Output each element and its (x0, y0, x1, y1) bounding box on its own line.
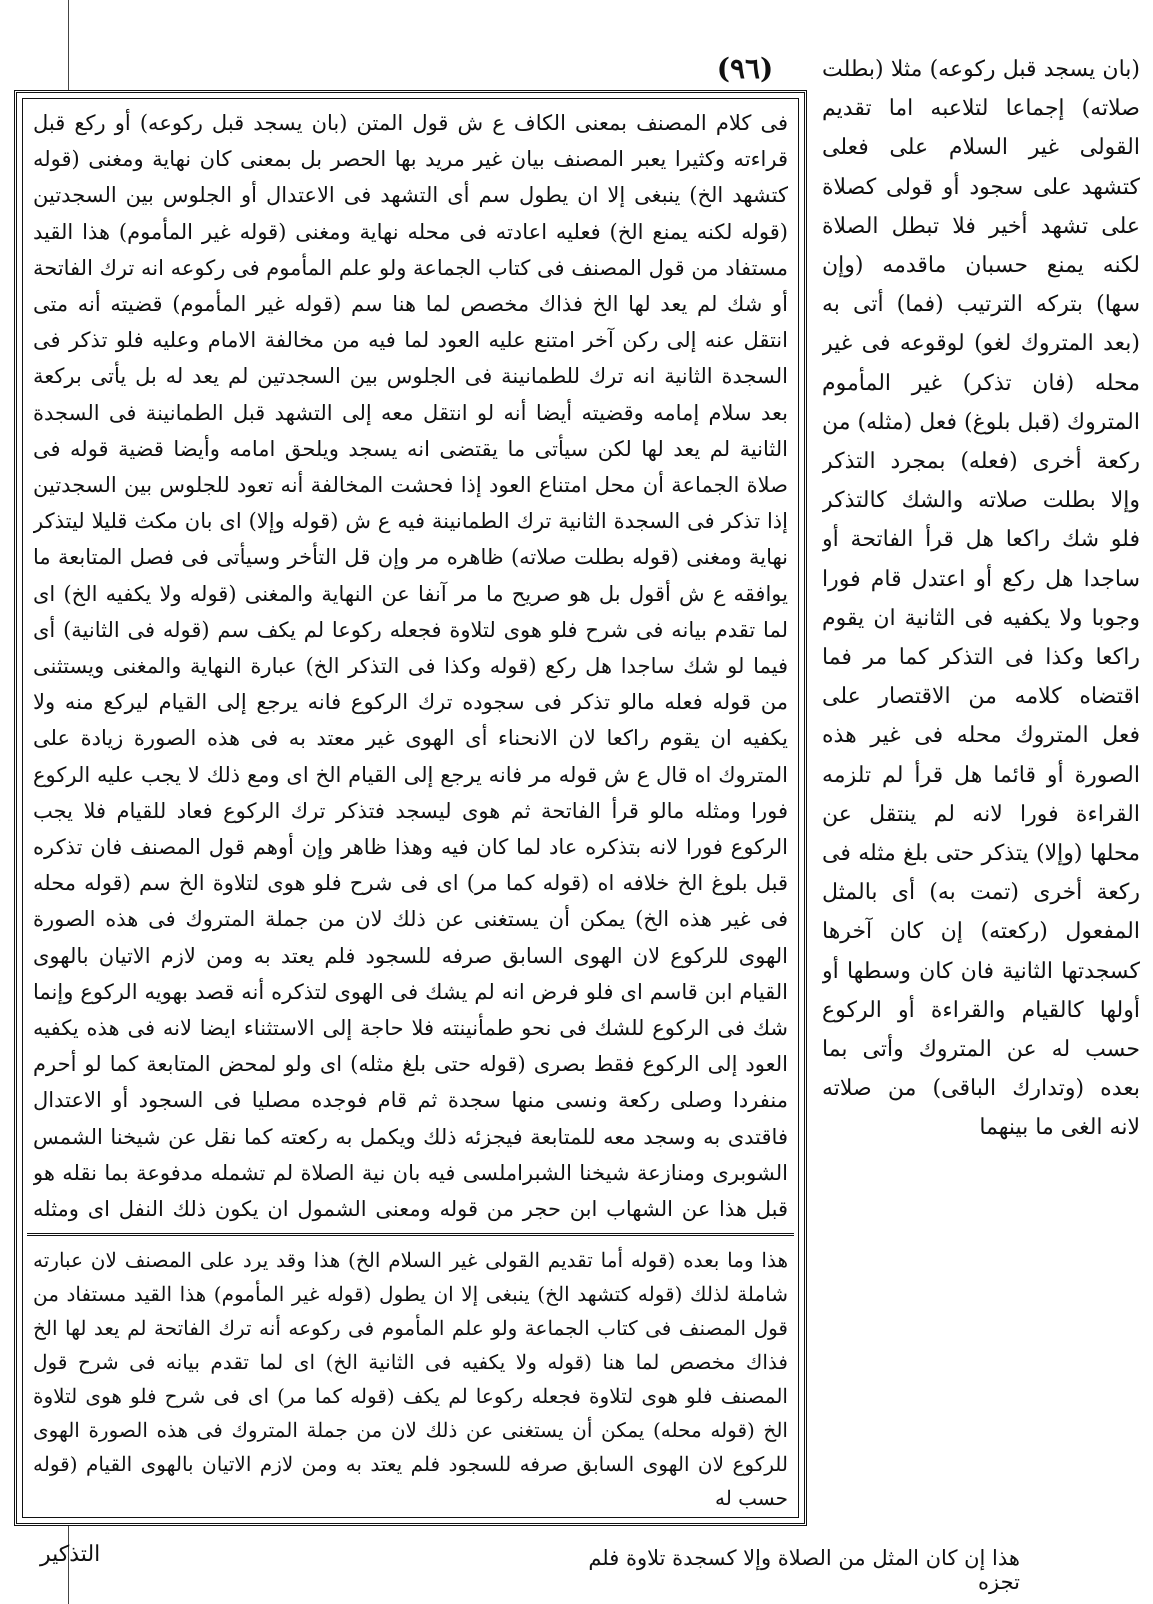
section-divider (27, 1233, 794, 1236)
margin-text: (بان يسجد قبل ركوعه) مثلا (بطلت صلاته) إجماعا لتلاعبه اما تقديم القولى غير السلام على فعلى كتشهد على سجود أو قولى كصلاة على تشهد أخير فلا تبطل الصلاة لكنه يمنع حسبان ماقدمه (وإن سها) بتركه الترتيب (فما) أتى به (بعد المتروك لغو) لوقوعه فى غير محله (فان تذكر) غير المأموم المتروك (قبل بلوغ) فعل (مثله) من ركعة أخرى (فعله) بمجرد التذكر وإلا بطلت صلاته والشك كالتذكر فلو شك راكعا هل قرأ الفاتحة أو ساجدا هل ركع أو اعتدل قام فورا وجوبا ولا يكفيه فى الثانية ان يقوم راكعا وكذا فى التذكر كما مر فما اقتضاه كلامه من الاقتصار على فعل المتروك محله فى غير هذه الصورة أو قائما هل قرأ لم تلزمه القراءة فورا لانه لم ينتقل عن محلها (وإلا) يتذكر حتى بلغ مثله فى ركعة أخرى (تمت به) أى بالمثل المفعول (ركعته) إن كان آخرها كسجدتها الثانية فان كان وسطها أو أولها كالقيام والقراءة أو الركوع حسب له عن المتروك وأتى بما بعده (وتدارك الباقى) من صلاته لانه الغى ما بينهما (822, 57, 1140, 1141)
footnote-text: هذا وما بعده (قوله أما تقديم القولى غير السلام الخ) هذا وقد يرد على المصنف لان عبارته شاملة لذلك (قوله كتشهد الخ) ينبغى إلا ان يطول (قوله غير المأموم) هذا القيد مستفاد من قول المصنف فى كتاب الجماعة ولو علم المأموم فى ركوعه أنه ترك الفاتحة لم يعد لها الخ فذاك مخصص لما هنا (قوله ولا يكفيه فى الثانية الخ) اى لما تقدم بيانه فى شرح قول المصنف فلو هوى لتلاوة فجعله ركوعا لم يكف (قوله كما مر) اى فى شرح فلو هوى لتلاوة الخ (قوله محله) يمكن أن يستغنى عن ذلك لان من جملة المتروك فى هذه الصورة الهوى للركوع لان الهوى السابق صرفه للسجود فلم يعتد به ومن لازم الاتيان بالهوى القيام (قوله حسب له (33, 1248, 788, 1510)
margin-text-column (822, 50, 1140, 1520)
commentary-text: فى كلام المصنف بمعنى الكاف ع ش قول المتن (بان يسجد قبل ركوعه) أو ركع قبل قراءته وكثيرا يعبر المصنف بيان غير مريد بها الحصر بل بمعنى كان نهاية ومغنى (قوله كتشهد الخ) ينبغى إلا ان يطول سم أى التشهد فى الاعتدال أو الجلوس بين السجدتين (قوله لكنه يمنع الخ) فعليه اعادته فى محله نهاية ومغنى (قوله غير المأموم) هذا القيد مستفاد من قول المصنف فى كتاب الجماعة ولو علم المأموم فى ركوعه انه ترك الفاتحة أو شك لم يعد لها الخ فذاك مخصص لما هنا سم (قوله غير المأموم) قضيته أنه متى انتقل عنه إلى ركن آخر امتنع عليه العود لما فيه من مخالفة الامام وعليه فلو تذكر فى السجدة الثانية انه ترك للطمانينة فى الجلوس بين السجدتين لم يعد له بل يأتى بركعة بعد سلام إمامه وقضيته أيضا أنه لو انتقل معه إلى التشهد قبل الطمانينة فى السجدة الثانية لم يعد لها لكن سيأتى ما يقتضى انه يسجد ويلحق امامه وأيضا قضية قوله فى صلاة الجماعة أن محل امتناع العود إذا فحشت المخالفة أنه تعود للجلوس بين السجدتين إذا تذكر فى السجدة الثانية ترك الطمانينة فيه ع ش (قوله وإلا) اى بان مكث قليلا ليتذكر نهاية ومغنى (قوله بطلت صلاته) ظاهره مر وإن قل التأخر وسيأتى فى فصل المتابعة ما يوافقه ع ش أقول بل هو صريح ما مر آنفا عن النهاية والمغنى (قوله ولا يكفيه الخ) اى لما تقدم بيانه فى شرح فلو هوى لتلاوة فجعله ركوعا لم يكف سم (قوله فى الثانية) أى فيما لو شك ساجدا هل ركع (قوله وكذا فى التذكر الخ) عبارة النهاية والمغنى ويستثنى من قوله فعله مالو تذكر فى سجوده ترك الركوع فانه يرجع إلى القيام ليركع منه ولا يكفيه ان يقوم راكعا لان الانحناء أى الهوى غير معتد به فى هذه الصورة زيادة على المتروك اه قال ع ش قوله مر فانه يرجع إلى القيام الخ اى ومع ذلك لا يجب عليه الركوع فورا ومثله مالو قرأ الفاتحة ثم هوى ليسجد فتذكر ترك الركوع فعاد للقيام فلا يجب الركوع فورا لانه بتذكره عاد لما كان فيه وهذا ظاهر وإن أوهم قول المصنف فان تذكره قبل بلوغ الخ خلافه اه (قوله كما مر) اى فى شرح فلو هوى لتلاوة الخ سم (قوله محله فى غير هذه الخ) يمكن أن يستغنى عن ذلك لان من جملة المتروك فى هذه الصورة الهوى للركوع لان الهوى السابق صرفه للسجود فلم يعتد به ومن لازم الاتيان بالهوى القيام ابن قاسم اى فلو فرض انه لم يشك فى الهوى لتذكره أنه قصد بهويه الركوع وإنما شك فى الركوع للشك فى نحو طمأنينته فلا حاجة إلى الاستثناء ايضا لانه فى هذه يكفيه العود إلى الركوع فقط بصرى (قوله حتى بلغ مثله) اى ولو لمحض المتابعة كما لو أحرم منفردا وصلى ركعة ونسى منها سجدة ثم قام فوجده مصليا فى السجود أو الاعتدال فاقتدى به وسجد معه للمتابعة فيجزئه ذلك ويكمل به ركعته كما نقل عن شيخنا الشمس الشوبرى ومنازعة شيخنا الشبراملسى فيه بان نية الصلاة لم تشمله مدفوعة بما نقله هو قبل هذا عن الشهاب ابن حجر من قوله ومعنى الشمول ان يكون ذلك النفل اى ومثله (33, 111, 788, 1222)
left-rule-top (68, 0, 69, 90)
commentary-frame (14, 90, 807, 1526)
catchword: التذكير (40, 1542, 101, 1567)
footnote-body (33, 1243, 788, 1513)
commentary-body (33, 105, 788, 1229)
bottom-margin-line: هذا إن كان المثل من الصلاة وإلا كسجدة تلاوة فلم تجزه (588, 1546, 1020, 1594)
page-number: (٩٦) (716, 52, 774, 85)
